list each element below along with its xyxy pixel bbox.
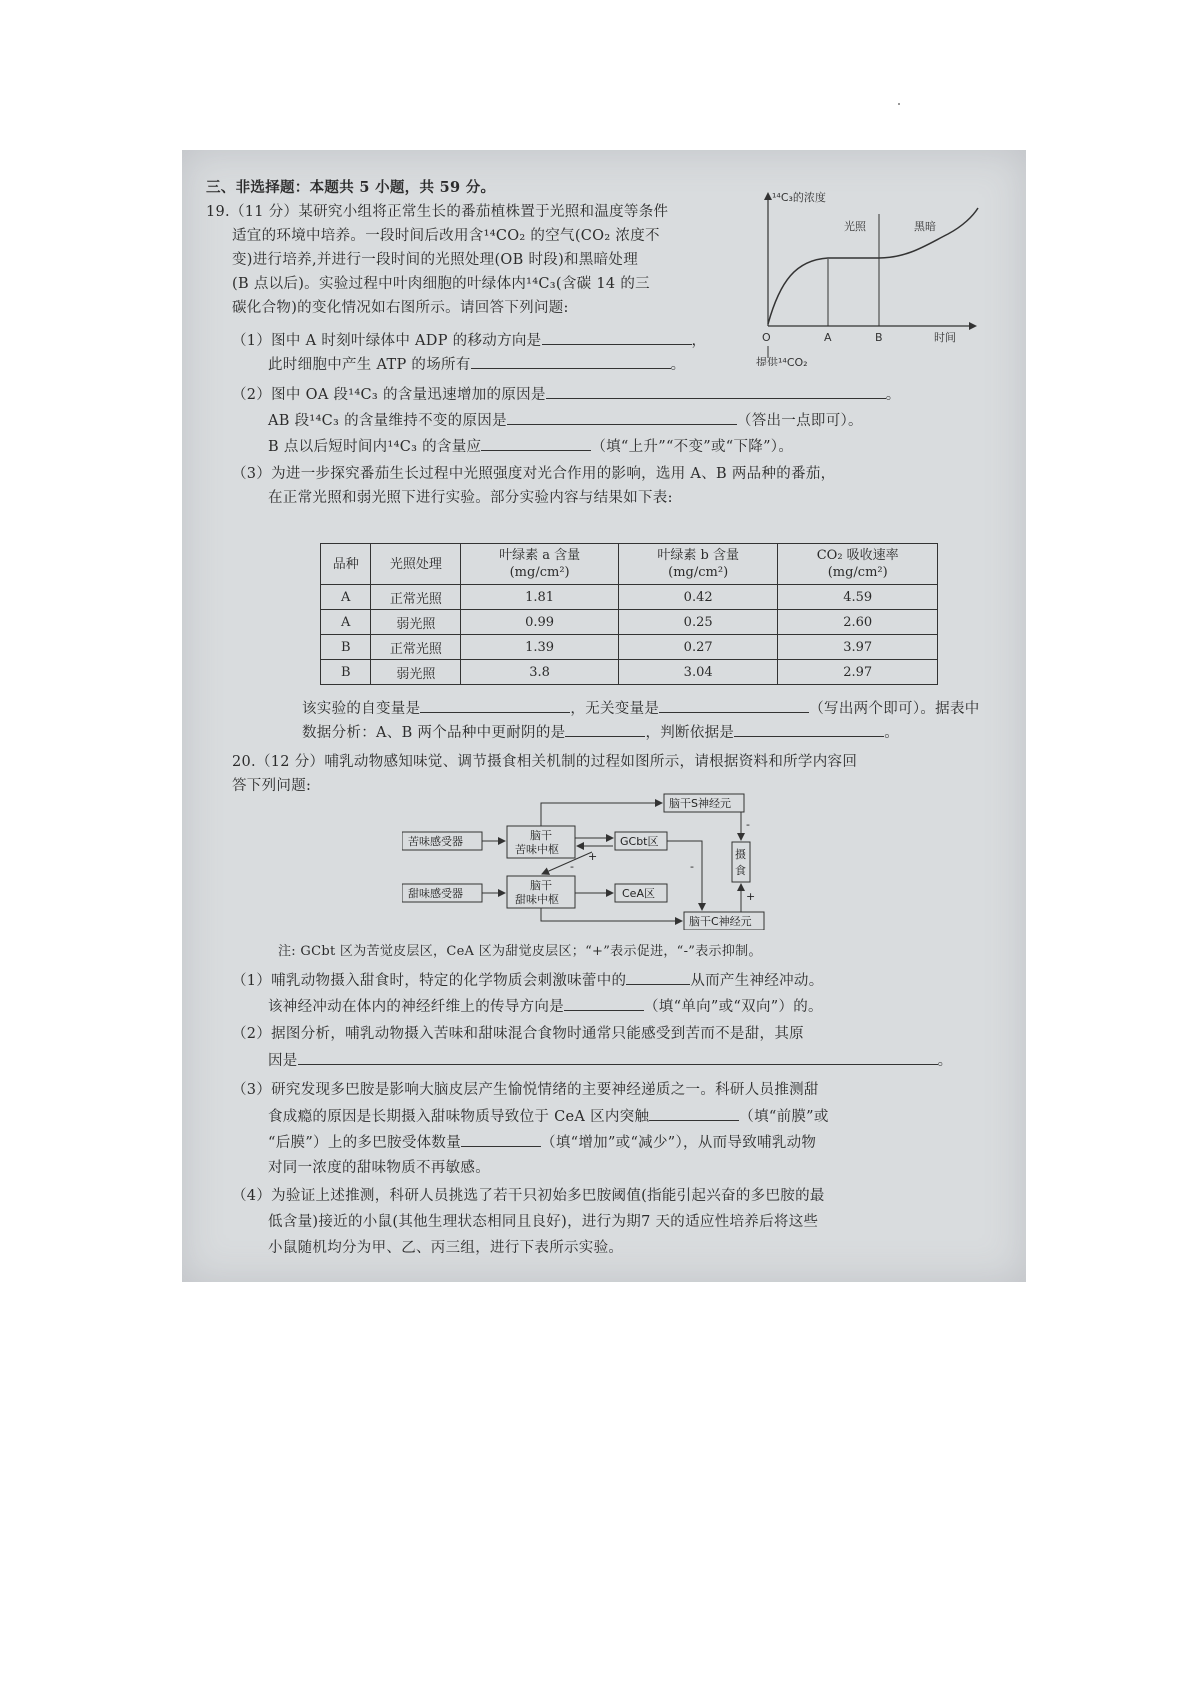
q20-p4c: 小鼠随机均分为甲、乙、丙三组，进行下表所示实验。 bbox=[268, 1240, 624, 1256]
q19-p3b: 在正常光照和弱光照下进行实验。部分实验内容与结果如下表: bbox=[268, 490, 673, 506]
q20-intro-1: 20.（12 分）哺乳动物感知味觉、调节摄食相关机制的过程如图所示，请根据资料和所学内容回 bbox=[232, 754, 858, 770]
q20-p3c: “后膜”）上的多巴胺受体数量 （填“增加”或“减少”），从而导致哺乳动物 bbox=[268, 1132, 816, 1153]
graph-dark-label: 黑暗 bbox=[914, 220, 936, 233]
q20-p4b: 低含量)接近的小鼠(其他生理状态相同且良好)，进行为期7 天的适应性培养后将这些 bbox=[268, 1214, 819, 1230]
q19-p1a: （1）图中 A 时刻叶绿体中 ADP 的移动方向是 ， bbox=[232, 330, 706, 351]
q20-intro-2: 答下列问题: bbox=[232, 778, 312, 794]
th-light: 光照处理 bbox=[371, 544, 461, 585]
q19-p2b: AB 段¹⁴C₃ 的含量维持不变的原因是 （答出一点即可）。 bbox=[268, 410, 863, 431]
cell: 正常光照 bbox=[371, 635, 461, 660]
table-row bbox=[321, 585, 938, 610]
q20-p1b: 该神经冲动在体内的神经纤维上的传导方向是 （填“单向”或“双向”）的。 bbox=[268, 996, 823, 1017]
graph-supply-label: 提供¹⁴CO₂ bbox=[756, 356, 808, 366]
feeding-2: 食 bbox=[735, 864, 746, 877]
graph-light-label: 光照 bbox=[844, 220, 866, 233]
cell: 弱光照 bbox=[371, 660, 461, 685]
graph-point-a: A bbox=[824, 331, 832, 344]
cell: 3.8 bbox=[461, 660, 619, 685]
cell: 4.59 bbox=[778, 585, 938, 610]
s-neuron: 脑干S神经元 bbox=[669, 797, 731, 810]
cell: A bbox=[321, 610, 371, 635]
sign-bitter-to-sweet: - bbox=[570, 860, 574, 873]
speck bbox=[898, 103, 900, 105]
cell: 2.60 bbox=[778, 610, 938, 635]
q19-p2c: B 点以后短时间内¹⁴C₃ 的含量应 （填“上升”“不变”或“下降”）。 bbox=[268, 436, 793, 457]
q19-p3a: （3）为进一步探究番茄生长过程中光照强度对光合作用的影响，选用 A、B 两品种的番茄， bbox=[232, 466, 836, 482]
sweet-receptor: 甜味感受器 bbox=[408, 887, 463, 900]
cell: B bbox=[321, 660, 371, 685]
table-row bbox=[321, 635, 938, 660]
cell: 3.97 bbox=[778, 635, 938, 660]
cea-area: CeA区 bbox=[622, 887, 655, 900]
table-row bbox=[321, 660, 938, 685]
cell: 0.25 bbox=[618, 610, 778, 635]
q19-intro-5: 碳化合物)的变化情况如右图所示。请回答下列问题: bbox=[232, 300, 569, 316]
q20-p2a: （2）据图分析，哺乳动物摄入苦味和甜味混合食物时通常只能感受到苦而不是甜，其原 bbox=[232, 1026, 804, 1042]
c3-concentration-graph bbox=[748, 186, 1018, 366]
c-neuron: 脑干C神经元 bbox=[689, 915, 752, 928]
cell: 正常光照 bbox=[371, 585, 461, 610]
graph-ylabel: ¹⁴C₃的浓度 bbox=[772, 191, 826, 204]
q20-p3b: 食成瘾的原因是长期摄入甜味物质导致位于 CeA 区内突触 （填“前膜”或 bbox=[268, 1106, 829, 1127]
q20-note: 注: GCbt 区为苦觉皮层区，CeA 区为甜觉皮层区；“+”表示促进，“-”表示抑制。 bbox=[278, 944, 762, 959]
bitter-center-2: 苦味中枢 bbox=[515, 843, 559, 856]
q20-p3a: （3）研究发现多巴胺是影响大脑皮层产生愉悦情绪的主要神经递质之一。科研人员推测甜 bbox=[232, 1082, 819, 1098]
cell: 1.81 bbox=[461, 585, 619, 610]
section-title: 三、非选择题：本题共 5 小题，共 59 分。 bbox=[206, 179, 496, 196]
graph-xlabel: 时间 bbox=[934, 331, 956, 344]
sign-gcbt-feedback: + bbox=[588, 850, 598, 863]
q20-p4a: （4）为验证上述推测，科研人员挑选了若干只初始多巴胺阈值(指能引起兴奋的多巴胺的最 bbox=[232, 1188, 825, 1204]
graph-origin: O bbox=[762, 331, 771, 344]
sign-gcbt-to-c: - bbox=[690, 860, 694, 873]
bitter-center-1: 脑干 bbox=[530, 829, 552, 842]
exam-page-photo bbox=[182, 150, 1026, 1282]
graph-point-b: B bbox=[875, 331, 883, 344]
cell: 2.97 bbox=[778, 660, 938, 685]
bitter-receptor: 苦味感受器 bbox=[408, 835, 463, 848]
q19-intro-4: (B 点以后)。实验过程中叶肉细胞的叶绿体内¹⁴C₃(含碳 14 的三 bbox=[232, 276, 650, 292]
sweet-center-1: 脑干 bbox=[530, 879, 552, 892]
q19-p1b: 此时细胞中产生 ATP 的场所有 。 bbox=[268, 354, 685, 375]
sign-c-neuron: + bbox=[746, 890, 756, 903]
th-chl-b: 叶绿素 b 含量 (mg/cm²) bbox=[618, 544, 778, 585]
q19-after-2: 数据分析：A、B 两个品种中更耐阴的是 ，判断依据是 。 bbox=[302, 722, 899, 743]
q19-p2a: （2）图中 OA 段¹⁴C₃ 的含量迅速增加的原因是 。 bbox=[232, 384, 901, 405]
q19-after-1: 该实验的自变量是 ，无关变量是 （写出两个即可）。据表中 bbox=[302, 698, 980, 719]
sign-s-neuron: - bbox=[746, 818, 750, 831]
q19-intro-1: 19.（11 分）某研究小组将正常生长的番茄植株置于光照和温度等条件 bbox=[206, 204, 669, 220]
cell: 0.99 bbox=[461, 610, 619, 635]
cell: 弱光照 bbox=[371, 610, 461, 635]
q20-p3d: 对同一浓度的甜味物质不再敏感。 bbox=[268, 1160, 490, 1176]
cell: 1.39 bbox=[461, 635, 619, 660]
q20-p2b: 因是 。 bbox=[268, 1050, 952, 1071]
cell: 0.27 bbox=[618, 635, 778, 660]
taste-flow-diagram bbox=[402, 790, 822, 930]
th-co2: CO₂ 吸收速率 (mg/cm²) bbox=[778, 544, 938, 585]
th-variety: 品种 bbox=[321, 544, 371, 585]
q19-intro-3: 变)进行培养,并进行一段时间的光照处理(OB 时段)和黑暗处理 bbox=[232, 252, 639, 268]
cell: 0.42 bbox=[618, 585, 778, 610]
q20-p1a: （1）哺乳动物摄入甜食时，特定的化学物质会刺激味蕾中的 从而产生神经冲动。 bbox=[232, 970, 824, 991]
q19-intro-2: 适宜的环境中培养。一段时间后改用含¹⁴CO₂ 的空气(CO₂ 浓度不 bbox=[232, 228, 660, 244]
gcbt-area: GCbt区 bbox=[620, 835, 659, 848]
cell: 3.04 bbox=[618, 660, 778, 685]
table-row bbox=[321, 610, 938, 635]
th-chl-a: 叶绿素 a 含量 (mg/cm²) bbox=[461, 544, 619, 585]
data-table bbox=[320, 543, 938, 685]
cell: B bbox=[321, 635, 371, 660]
cell: A bbox=[321, 585, 371, 610]
feeding-1: 摄 bbox=[735, 848, 746, 861]
sweet-center-2: 甜味中枢 bbox=[515, 893, 559, 906]
